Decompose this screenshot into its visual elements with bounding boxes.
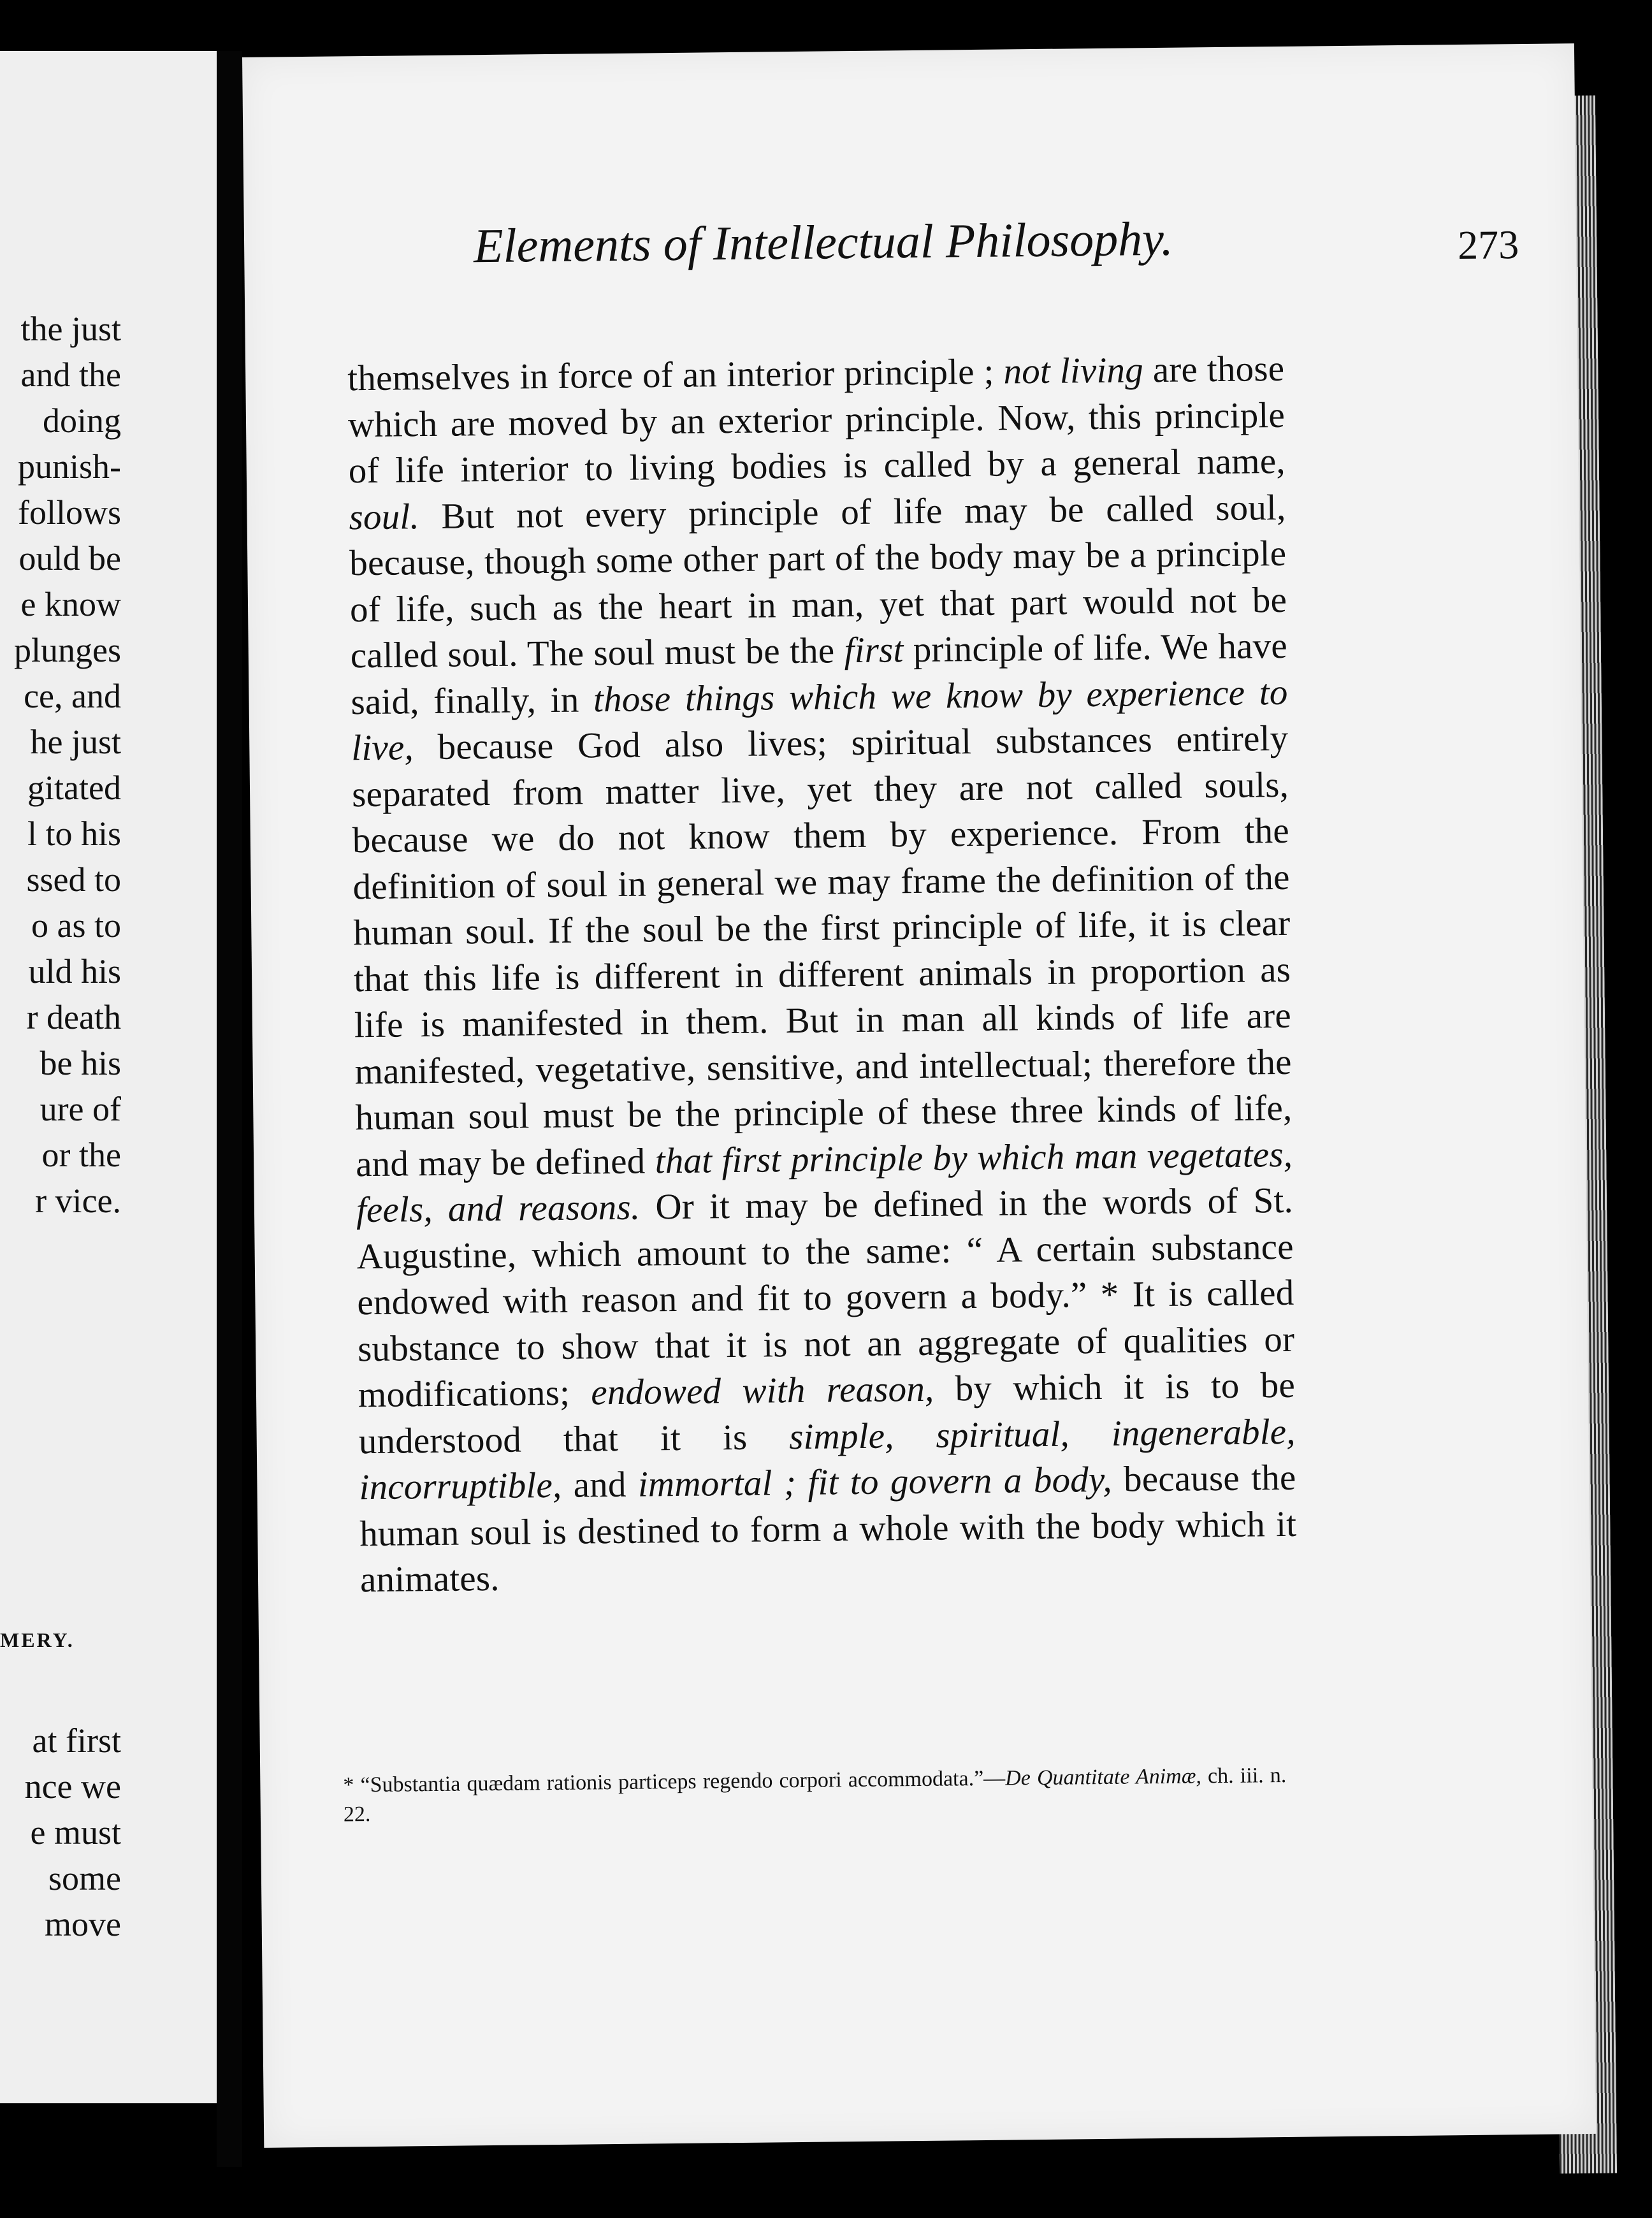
footnote-text: * “Substantia quædam rationis particeps regendo corpori accommodata.”—: [343, 1766, 1006, 1797]
body-emphasis: that first principle by which man vegetates, feels, and reasons.: [356, 1134, 1293, 1231]
left-page-text-upper: [0, 306, 223, 1224]
left-line: follows: [18, 493, 121, 532]
left-line: punish-: [18, 447, 121, 486]
left-line: be his: [40, 1044, 121, 1082]
left-line: l to his: [27, 815, 121, 853]
left-line: o as to: [31, 906, 121, 945]
body-emphasis: soul.: [349, 496, 420, 537]
footnote-source: De Quantitate Animæ,: [1005, 1764, 1202, 1790]
page-number: 273: [1457, 222, 1519, 268]
left-line: ure of: [40, 1090, 121, 1128]
body-segment: Or it may be defined in the words of St. Augustine, which amount to the same: “ A certain substance endowed with reason and fit to govern a body.” * It is called substance to show that it is not an aggregate of qualities or modifications;: [356, 1180, 1295, 1416]
body-emphasis: those things which we know by experience to live,: [351, 672, 1288, 769]
right-page: [242, 43, 1596, 2148]
page-header: [474, 203, 1519, 284]
left-line: ould be: [18, 539, 121, 577]
body-segment: themselves in force of an interior principle ;: [347, 351, 1004, 399]
left-line: doing: [42, 402, 121, 440]
body-emphasis: not living: [1003, 350, 1144, 392]
footnote: [343, 1761, 1287, 1829]
left-line: ce, and: [24, 677, 121, 715]
left-line: plunges: [14, 631, 121, 669]
body-segment: because the human soul is destined to form a whole with the body which it animates.: [359, 1457, 1297, 1600]
left-line: move: [45, 1905, 121, 1943]
left-line: gitated: [27, 769, 121, 807]
book-gutter: [217, 51, 242, 2167]
left-line: at first: [32, 1721, 121, 1760]
left-page: [0, 51, 232, 2103]
body-text: [347, 346, 1297, 1604]
left-line: nce we: [24, 1767, 121, 1806]
left-line: e know: [20, 585, 121, 623]
left-page-heading: MERY.: [0, 1628, 75, 1651]
body-segment: because God also lives; spiritual substances entirely separated from matter live, yet they are not called souls, because we do not know them by experience. From the definition of soul in general we may frame the definition of the human soul. If the soul be the first principle of life, it is clear that this life is different in different animals in proportion as life is manifested in them. But in man all kinds of life are manifested, vegetative, sensitive, and intellectual; therefore the human soul must be the principle of these three kinds of life, and may be defined: [351, 718, 1293, 1184]
left-line: the just: [20, 310, 121, 348]
body-segment: principle of life. We have said, finally, in: [351, 625, 1288, 722]
body-segment: by which it is to be understood that it is: [358, 1365, 1296, 1461]
body-emphasis: immortal ; fit to govern a body,: [637, 1459, 1113, 1505]
left-line: or the: [41, 1136, 121, 1174]
left-page-text-lower: [0, 1718, 223, 1947]
left-line: uld his: [28, 952, 121, 990]
footnote-tail: ch. iii. n. 22.: [343, 1763, 1287, 1827]
left-line: he just: [30, 723, 121, 761]
body-emphasis: first: [844, 630, 904, 671]
left-line: r death: [26, 998, 121, 1036]
body-paragraph: [347, 346, 1297, 1604]
running-title: Elements of Intellectual Philosophy.: [473, 212, 1174, 273]
body-emphasis: endowed with reason,: [590, 1368, 934, 1413]
left-line: ssed to: [26, 860, 121, 899]
body-emphasis: simple, spiritual, ingenerable, incorruptible,: [359, 1411, 1296, 1508]
left-line: r vice.: [35, 1182, 121, 1220]
left-line: e must: [30, 1813, 121, 1852]
left-line: some: [48, 1859, 121, 1897]
body-segment: But not every principle of life may be called soul, because, though some other part of the body may be a principle of life, such as the heart in man, yet that part would not be called soul. The soul must be the: [349, 487, 1287, 676]
body-segment: are those which are moved by an exterior principle. Now, this principle of life interior to living bodies is called by a general name,: [347, 348, 1286, 491]
left-line: and the: [20, 356, 121, 394]
body-segment: and: [562, 1464, 639, 1505]
